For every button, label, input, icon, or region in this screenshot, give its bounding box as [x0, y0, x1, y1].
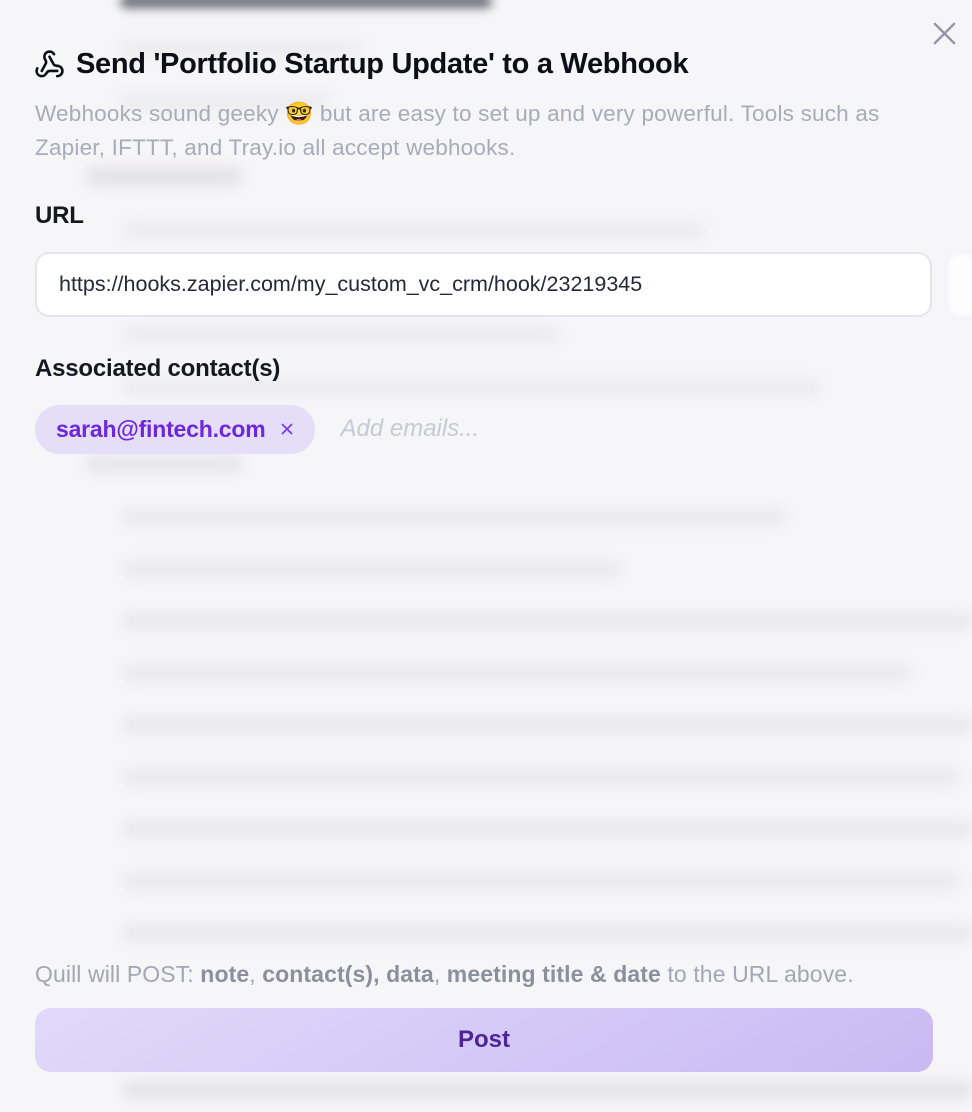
contact-chip-email: sarah@fintech.com [56, 415, 266, 442]
blurred-background-line [122, 768, 960, 786]
contacts-label: Associated contact(s) [35, 355, 281, 382]
blurred-background-line [122, 326, 560, 344]
remove-contact-icon[interactable] [278, 420, 296, 438]
contact-chip[interactable] [35, 405, 315, 454]
blurred-background-line [122, 716, 972, 734]
footer-note-segment: , [249, 961, 263, 987]
blurred-background-line [122, 508, 786, 526]
post-button[interactable]: Post [35, 1008, 933, 1072]
modal-description: Webhooks sound geeky 🤓 but are easy to set up and very powerful. Tools such as Zapier, IFTTT, and Tray.io all accept webhooks. [35, 101, 880, 160]
add-emails-input[interactable] [338, 414, 762, 444]
footer-note-segment: , [433, 961, 447, 987]
blurred-background-line [122, 1081, 972, 1099]
blurred-background-line [122, 222, 706, 240]
footer-note-segment: to the URL above. [660, 961, 854, 987]
footer-note-segment: contact(s), data [262, 961, 434, 987]
contacts-chip-row [35, 404, 762, 454]
footer-note-segment: meeting title & date [446, 961, 661, 987]
webhook-icon [34, 49, 65, 80]
footer-note-segment: Quill will POST: [35, 961, 201, 987]
modal-header [34, 48, 688, 81]
footer-note-segment: note [200, 961, 250, 987]
blurred-background-line [122, 872, 960, 890]
footer-note [35, 961, 955, 988]
blurred-background-line [86, 167, 242, 186]
modal-title: Send 'Portfolio Startup Update' to a Webhook [76, 48, 689, 80]
close-button[interactable] [920, 9, 968, 57]
blurred-background-line [122, 820, 972, 838]
blurred-background-line [120, 0, 492, 8]
blurred-background-line [122, 664, 912, 682]
url-label: URL [35, 202, 84, 229]
blurred-background-line [86, 455, 242, 473]
blurred-background-line [122, 612, 972, 630]
blurred-background-element [948, 254, 972, 316]
url-input[interactable] [35, 252, 932, 317]
blurred-background-line [122, 924, 972, 942]
blurred-background-line [122, 560, 622, 578]
close-icon [928, 17, 961, 50]
